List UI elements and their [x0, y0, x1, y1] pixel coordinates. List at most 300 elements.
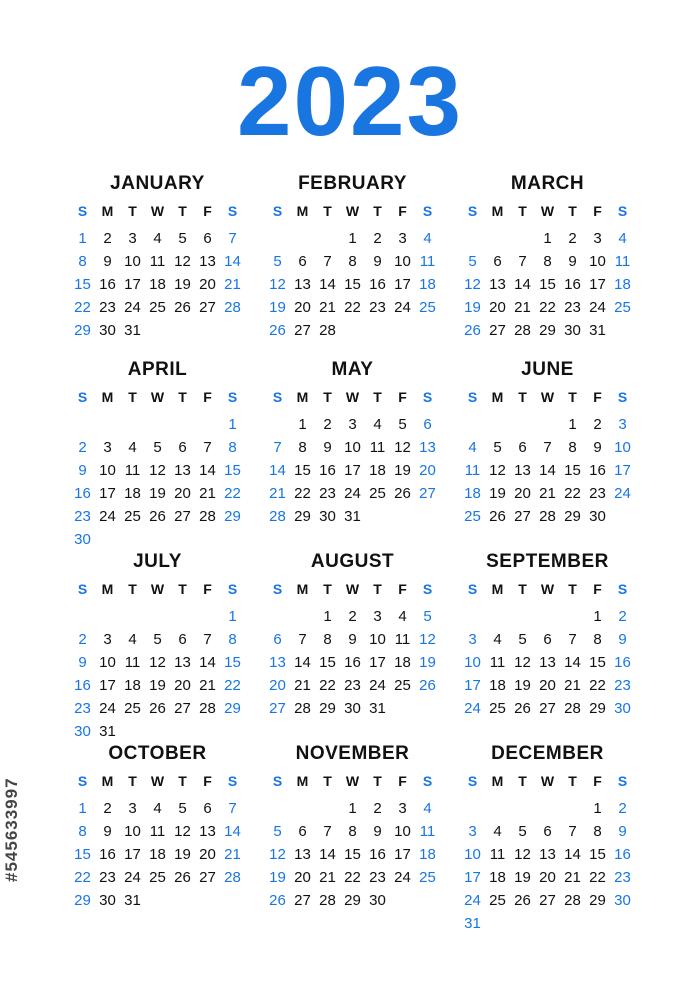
day-cell: 10	[124, 253, 141, 270]
month-january	[70, 170, 245, 342]
empty-cell	[195, 413, 220, 436]
day-cell: 9	[78, 654, 87, 671]
weekday-label: M	[101, 389, 114, 405]
day-cell: 9	[618, 823, 627, 840]
day-cell: 3	[128, 800, 137, 817]
empty-cell	[170, 413, 195, 436]
day-cell: 29	[589, 700, 606, 717]
day-cell: 13	[174, 654, 191, 671]
day-cell: 9	[373, 253, 382, 270]
day-cell: 12	[394, 439, 411, 456]
day-cell: 7	[228, 800, 237, 817]
empty-cell	[485, 227, 510, 250]
day-cell: 6	[273, 631, 282, 648]
day-cell: 12	[149, 462, 166, 479]
empty-cell	[485, 413, 510, 436]
empty-cell	[95, 605, 120, 628]
day-cell: 4	[128, 631, 137, 648]
day-cell: 16	[589, 462, 606, 479]
day-cell: 2	[103, 800, 112, 817]
day-cell: 22	[344, 869, 361, 886]
day-cell: 13	[419, 439, 436, 456]
day-cell: 26	[419, 677, 436, 694]
day-cell: 5	[178, 230, 187, 247]
day-cell: 2	[103, 230, 112, 247]
weekday-label: F	[203, 773, 212, 789]
day-cell: 3	[373, 608, 382, 625]
day-cell: 26	[149, 508, 166, 525]
day-cell: 1	[568, 416, 577, 433]
day-cell: 9	[323, 439, 332, 456]
empty-cell	[290, 605, 315, 628]
weekday-header	[265, 578, 440, 601]
weekday-header	[70, 200, 245, 223]
month-june	[460, 356, 635, 528]
empty-cell	[195, 605, 220, 628]
weekday-label: T	[518, 389, 527, 405]
day-cell: 28	[199, 508, 216, 525]
day-cell: 17	[124, 276, 141, 293]
empty-cell	[170, 605, 195, 628]
day-cell: 25	[489, 700, 506, 717]
weekday-label: S	[617, 773, 628, 789]
day-cell: 28	[564, 892, 581, 909]
day-cell: 7	[228, 230, 237, 247]
day-cell: 23	[99, 299, 116, 316]
empty-cell	[145, 605, 170, 628]
weekday-label: S	[272, 203, 283, 219]
weekday-header	[265, 386, 440, 409]
weekday-label: W	[345, 773, 360, 789]
day-cell: 31	[589, 322, 606, 339]
day-cell: 2	[593, 416, 602, 433]
day-cell: 30	[319, 508, 336, 525]
weekday-label: S	[77, 581, 88, 597]
day-cell: 24	[124, 299, 141, 316]
weekday-label: S	[227, 773, 238, 789]
day-cell: 19	[514, 869, 531, 886]
day-cell: 8	[78, 823, 87, 840]
day-cell: 29	[589, 892, 606, 909]
day-cell: 8	[348, 823, 357, 840]
day-cell: 25	[124, 508, 141, 525]
day-cell: 22	[74, 869, 91, 886]
day-grid	[460, 797, 635, 935]
day-cell: 18	[419, 276, 436, 293]
day-cell: 15	[74, 846, 91, 863]
weekday-label: T	[373, 203, 382, 219]
day-cell: 13	[514, 462, 531, 479]
day-cell: 8	[228, 439, 237, 456]
day-cell: 25	[149, 869, 166, 886]
day-cell: 14	[269, 462, 286, 479]
day-cell: 23	[369, 869, 386, 886]
day-cell: 10	[344, 439, 361, 456]
day-cell: 3	[618, 416, 627, 433]
day-cell: 28	[319, 322, 336, 339]
day-cell: 16	[369, 276, 386, 293]
day-cell: 27	[294, 322, 311, 339]
empty-cell	[95, 413, 120, 436]
day-cell: 22	[564, 485, 581, 502]
day-cell: 6	[178, 439, 187, 456]
weekday-label: W	[345, 389, 360, 405]
weekday-label: T	[178, 203, 187, 219]
day-cell: 14	[564, 846, 581, 863]
weekday-label: T	[373, 773, 382, 789]
day-cell: 22	[74, 299, 91, 316]
day-cell: 5	[423, 608, 432, 625]
day-cell: 25	[419, 869, 436, 886]
day-cell: 7	[543, 439, 552, 456]
day-cell: 31	[344, 508, 361, 525]
weekday-label: M	[491, 389, 504, 405]
day-cell: 17	[394, 276, 411, 293]
day-cell: 4	[493, 823, 502, 840]
day-cell: 25	[489, 892, 506, 909]
day-cell: 11	[464, 462, 481, 479]
weekday-label: T	[568, 773, 577, 789]
day-cell: 24	[99, 700, 116, 717]
weekday-label: F	[593, 773, 602, 789]
month-name: JUNE	[521, 359, 574, 380]
day-cell: 20	[489, 299, 506, 316]
day-cell: 12	[489, 462, 506, 479]
day-cell: 12	[514, 654, 531, 671]
day-cell: 15	[344, 846, 361, 863]
day-cell: 30	[614, 892, 631, 909]
day-cell: 15	[224, 654, 241, 671]
weekday-label: W	[150, 203, 165, 219]
day-cell: 15	[294, 462, 311, 479]
day-cell: 8	[298, 439, 307, 456]
weekday-label: W	[150, 773, 165, 789]
day-cell: 12	[174, 823, 191, 840]
day-cell: 13	[539, 654, 556, 671]
day-cell: 26	[174, 299, 191, 316]
day-cell: 20	[199, 846, 216, 863]
empty-cell	[535, 605, 560, 628]
day-cell: 26	[514, 700, 531, 717]
weekday-label: T	[178, 389, 187, 405]
day-cell: 10	[614, 439, 631, 456]
day-cell: 13	[269, 654, 286, 671]
day-cell: 8	[78, 253, 87, 270]
empty-cell	[510, 605, 535, 628]
day-cell: 28	[269, 508, 286, 525]
month-august	[265, 548, 440, 720]
day-cell: 18	[149, 846, 166, 863]
weekday-label: M	[296, 581, 309, 597]
day-cell: 7	[568, 823, 577, 840]
day-cell: 18	[394, 654, 411, 671]
day-cell: 21	[319, 299, 336, 316]
day-cell: 11	[419, 823, 436, 840]
day-cell: 5	[518, 823, 527, 840]
day-cell: 11	[369, 439, 386, 456]
empty-cell	[510, 413, 535, 436]
day-cell: 18	[464, 485, 481, 502]
day-cell: 5	[493, 439, 502, 456]
day-cell: 4	[618, 230, 627, 247]
day-cell: 11	[489, 846, 506, 863]
day-cell: 29	[74, 892, 91, 909]
day-cell: 10	[99, 654, 116, 671]
day-cell: 16	[614, 654, 631, 671]
day-cell: 24	[614, 485, 631, 502]
weekday-label: S	[467, 203, 478, 219]
day-cell: 20	[294, 299, 311, 316]
day-cell: 3	[593, 230, 602, 247]
weekday-label: T	[128, 389, 137, 405]
month-name: MARCH	[510, 173, 585, 194]
weekday-label: W	[540, 389, 555, 405]
weekday-label: S	[77, 203, 88, 219]
day-cell: 25	[124, 700, 141, 717]
day-cell: 7	[203, 439, 212, 456]
day-cell: 3	[103, 631, 112, 648]
day-cell: 15	[74, 276, 91, 293]
day-cell: 18	[489, 677, 506, 694]
day-cell: 2	[618, 800, 627, 817]
day-cell: 19	[149, 485, 166, 502]
day-cell: 9	[78, 462, 87, 479]
day-cell: 3	[398, 800, 407, 817]
day-cell: 4	[468, 439, 477, 456]
day-cell: 13	[294, 276, 311, 293]
day-cell: 9	[373, 823, 382, 840]
weekday-label: T	[518, 773, 527, 789]
day-cell: 22	[589, 869, 606, 886]
day-cell: 10	[394, 823, 411, 840]
weekday-label: S	[422, 203, 433, 219]
day-cell: 14	[319, 276, 336, 293]
day-cell: 19	[174, 846, 191, 863]
day-cell: 1	[543, 230, 552, 247]
empty-cell	[485, 605, 510, 628]
empty-cell	[560, 605, 585, 628]
day-cell: 15	[589, 846, 606, 863]
day-cell: 28	[224, 299, 241, 316]
day-grid	[265, 227, 440, 342]
day-cell: 31	[124, 892, 141, 909]
day-cell: 4	[398, 608, 407, 625]
day-cell: 20	[539, 869, 556, 886]
empty-cell	[290, 797, 315, 820]
day-cell: 1	[228, 608, 237, 625]
day-cell: 7	[323, 253, 332, 270]
day-cell: 14	[224, 823, 241, 840]
weekday-label: F	[593, 203, 602, 219]
empty-cell	[460, 227, 485, 250]
day-cell: 30	[99, 322, 116, 339]
day-cell: 3	[398, 230, 407, 247]
day-cell: 14	[199, 462, 216, 479]
day-cell: 5	[153, 631, 162, 648]
weekday-label: F	[398, 581, 407, 597]
weekday-label: S	[77, 773, 88, 789]
day-cell: 25	[419, 299, 436, 316]
day-cell: 18	[614, 276, 631, 293]
day-cell: 14	[514, 276, 531, 293]
month-april	[70, 356, 245, 551]
day-cell: 25	[369, 485, 386, 502]
day-cell: 27	[294, 892, 311, 909]
empty-cell	[120, 413, 145, 436]
day-cell: 23	[319, 485, 336, 502]
day-cell: 11	[394, 631, 411, 648]
weekday-label: S	[467, 581, 478, 597]
day-cell: 25	[394, 677, 411, 694]
weekday-label: W	[150, 581, 165, 597]
day-cell: 12	[419, 631, 436, 648]
month-december	[460, 740, 635, 935]
day-cell: 28	[199, 700, 216, 717]
day-cell: 23	[74, 508, 91, 525]
day-cell: 28	[224, 869, 241, 886]
day-cell: 1	[593, 608, 602, 625]
day-cell: 26	[514, 892, 531, 909]
day-cell: 26	[489, 508, 506, 525]
day-cell: 11	[489, 654, 506, 671]
weekday-label: T	[128, 773, 137, 789]
day-cell: 22	[224, 485, 241, 502]
weekday-label: S	[617, 389, 628, 405]
day-cell: 19	[394, 462, 411, 479]
month-name: APRIL	[127, 359, 188, 380]
day-cell: 24	[589, 299, 606, 316]
day-cell: 6	[423, 416, 432, 433]
day-cell: 24	[344, 485, 361, 502]
day-cell: 21	[539, 485, 556, 502]
day-cell: 2	[348, 608, 357, 625]
day-cell: 24	[464, 892, 481, 909]
month-name: NOVEMBER	[295, 743, 410, 764]
day-cell: 7	[518, 253, 527, 270]
empty-cell	[145, 413, 170, 436]
weekday-label: S	[617, 581, 628, 597]
day-cell: 21	[224, 276, 241, 293]
empty-cell	[460, 605, 485, 628]
weekday-header	[70, 578, 245, 601]
day-grid	[265, 605, 440, 720]
weekday-label: T	[518, 203, 527, 219]
day-cell: 19	[269, 869, 286, 886]
weekday-label: S	[272, 581, 283, 597]
months-grid	[70, 170, 650, 940]
day-cell: 7	[323, 823, 332, 840]
weekday-label: M	[296, 389, 309, 405]
empty-cell	[265, 413, 290, 436]
weekday-label: T	[323, 389, 332, 405]
month-name: OCTOBER	[108, 743, 207, 764]
month-name: SEPTEMBER	[486, 551, 609, 572]
empty-cell	[120, 605, 145, 628]
day-cell: 17	[124, 846, 141, 863]
day-cell: 23	[74, 700, 91, 717]
empty-cell	[560, 797, 585, 820]
empty-cell	[315, 227, 340, 250]
day-cell: 24	[394, 869, 411, 886]
day-grid	[460, 227, 635, 342]
day-cell: 6	[493, 253, 502, 270]
weekday-label: M	[296, 203, 309, 219]
day-cell: 11	[124, 654, 141, 671]
day-cell: 6	[298, 823, 307, 840]
month-september	[460, 548, 635, 720]
day-cell: 4	[153, 800, 162, 817]
day-cell: 27	[199, 299, 216, 316]
day-cell: 25	[149, 299, 166, 316]
weekday-label: T	[373, 581, 382, 597]
weekday-label: F	[398, 773, 407, 789]
day-cell: 1	[323, 608, 332, 625]
weekday-label: M	[101, 203, 114, 219]
day-cell: 22	[224, 677, 241, 694]
weekday-label: F	[593, 581, 602, 597]
month-name: FEBRUARY	[298, 173, 407, 194]
day-cell: 8	[593, 631, 602, 648]
day-cell: 8	[593, 823, 602, 840]
day-cell: 26	[269, 322, 286, 339]
day-cell: 16	[99, 846, 116, 863]
day-cell: 7	[568, 631, 577, 648]
weekday-header	[265, 770, 440, 793]
day-cell: 28	[564, 700, 581, 717]
day-cell: 1	[228, 416, 237, 433]
empty-cell	[535, 797, 560, 820]
weekday-header	[70, 770, 245, 793]
day-cell: 28	[294, 700, 311, 717]
day-cell: 14	[224, 253, 241, 270]
day-cell: 17	[99, 677, 116, 694]
day-cell: 10	[464, 846, 481, 863]
weekday-label: S	[422, 389, 433, 405]
day-grid	[460, 413, 635, 528]
day-cell: 24	[464, 700, 481, 717]
day-cell: 23	[344, 677, 361, 694]
day-cell: 2	[618, 608, 627, 625]
day-cell: 8	[568, 439, 577, 456]
day-grid	[70, 605, 245, 743]
weekday-label: W	[540, 773, 555, 789]
day-cell: 12	[514, 846, 531, 863]
day-cell: 24	[124, 869, 141, 886]
day-cell: 8	[228, 631, 237, 648]
day-cell: 6	[518, 439, 527, 456]
day-cell: 21	[199, 677, 216, 694]
day-cell: 19	[149, 677, 166, 694]
weekday-label: T	[373, 389, 382, 405]
day-cell: 26	[464, 322, 481, 339]
day-cell: 13	[294, 846, 311, 863]
weekday-label: M	[296, 773, 309, 789]
day-cell: 1	[593, 800, 602, 817]
weekday-header	[70, 386, 245, 409]
day-cell: 30	[614, 700, 631, 717]
day-cell: 20	[174, 485, 191, 502]
day-cell: 23	[369, 299, 386, 316]
day-cell: 5	[518, 631, 527, 648]
day-cell: 5	[273, 253, 282, 270]
day-cell: 30	[74, 531, 91, 548]
day-cell: 23	[564, 299, 581, 316]
day-cell: 30	[74, 723, 91, 740]
day-cell: 21	[269, 485, 286, 502]
day-cell: 13	[539, 846, 556, 863]
weekday-label: T	[518, 581, 527, 597]
day-cell: 9	[103, 823, 112, 840]
